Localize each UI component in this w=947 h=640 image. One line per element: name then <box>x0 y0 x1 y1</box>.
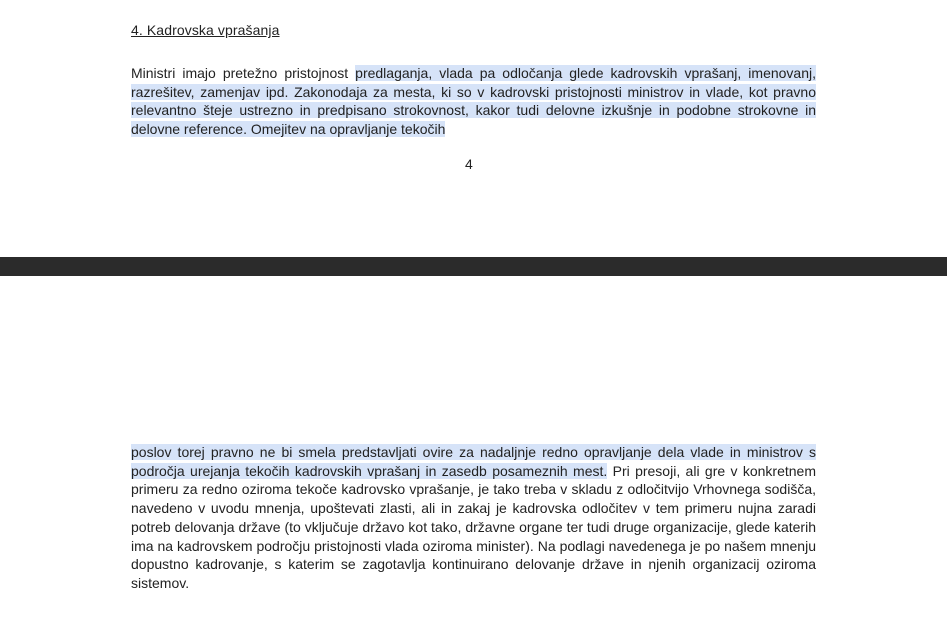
paragraph-bottom[interactable] <box>131 443 816 593</box>
page-separator <box>0 257 947 276</box>
paragraph-text[interactable]: Pri presoji, ali gre v konkretnem primeru za redno oziroma tekoče kadrovsko vprašanje, je tako treba v skladu z odločitvijo Vrhovnega sodišča, navedeno v uvodu mnenja, upoštevati zlasti, ali in zakaj je kadrovska odločitev v tem primeru nujna zaradi potreb delovanja države (to vključuje državo kot tako, državne organe ter tudi druge organizacije, glede katerih ima na kadrovskem področju pristojnosti vlada oziroma minister). Na podlagi navedenega je po našem mnenju dopustno kadrovanje, s katerim se zagotavlja kontinuirano delovanje države in njenih organizacij oziroma sistemov. <box>131 462 816 591</box>
document-page-bottom <box>0 276 947 640</box>
selected-text[interactable]: predlaganja, vlada pa odločanja glede kadrovskih vprašanj, imenovanj, razrešitev, zamenjav ipd. Zakonodaja za mesta, ki so v kadrovski pristojnosti ministrov in vlade, kot pravno relevantno šteje ustrezno in predpisano strokovnost, kakor tudi delovne izkušnje in podobne strokovne in delovne reference. Omejitev na opravljanje tekočih <box>131 65 817 138</box>
document-page-top <box>0 0 947 257</box>
section-heading: 4. Kadrovska vprašanja <box>131 22 280 38</box>
paragraph-top[interactable] <box>131 64 816 139</box>
page-number: 4 <box>465 156 473 172</box>
paragraph-text[interactable]: Ministri imajo pretežno pristojnost <box>131 65 356 81</box>
selected-text[interactable]: poslov torej pravno ne bi smela predstavljati ovire za nadaljnje redno opravljanje dela vlade in ministrov s področja urejanja tekočih kadrovskih vprašanj in zasedb posameznih mest. <box>131 444 816 479</box>
